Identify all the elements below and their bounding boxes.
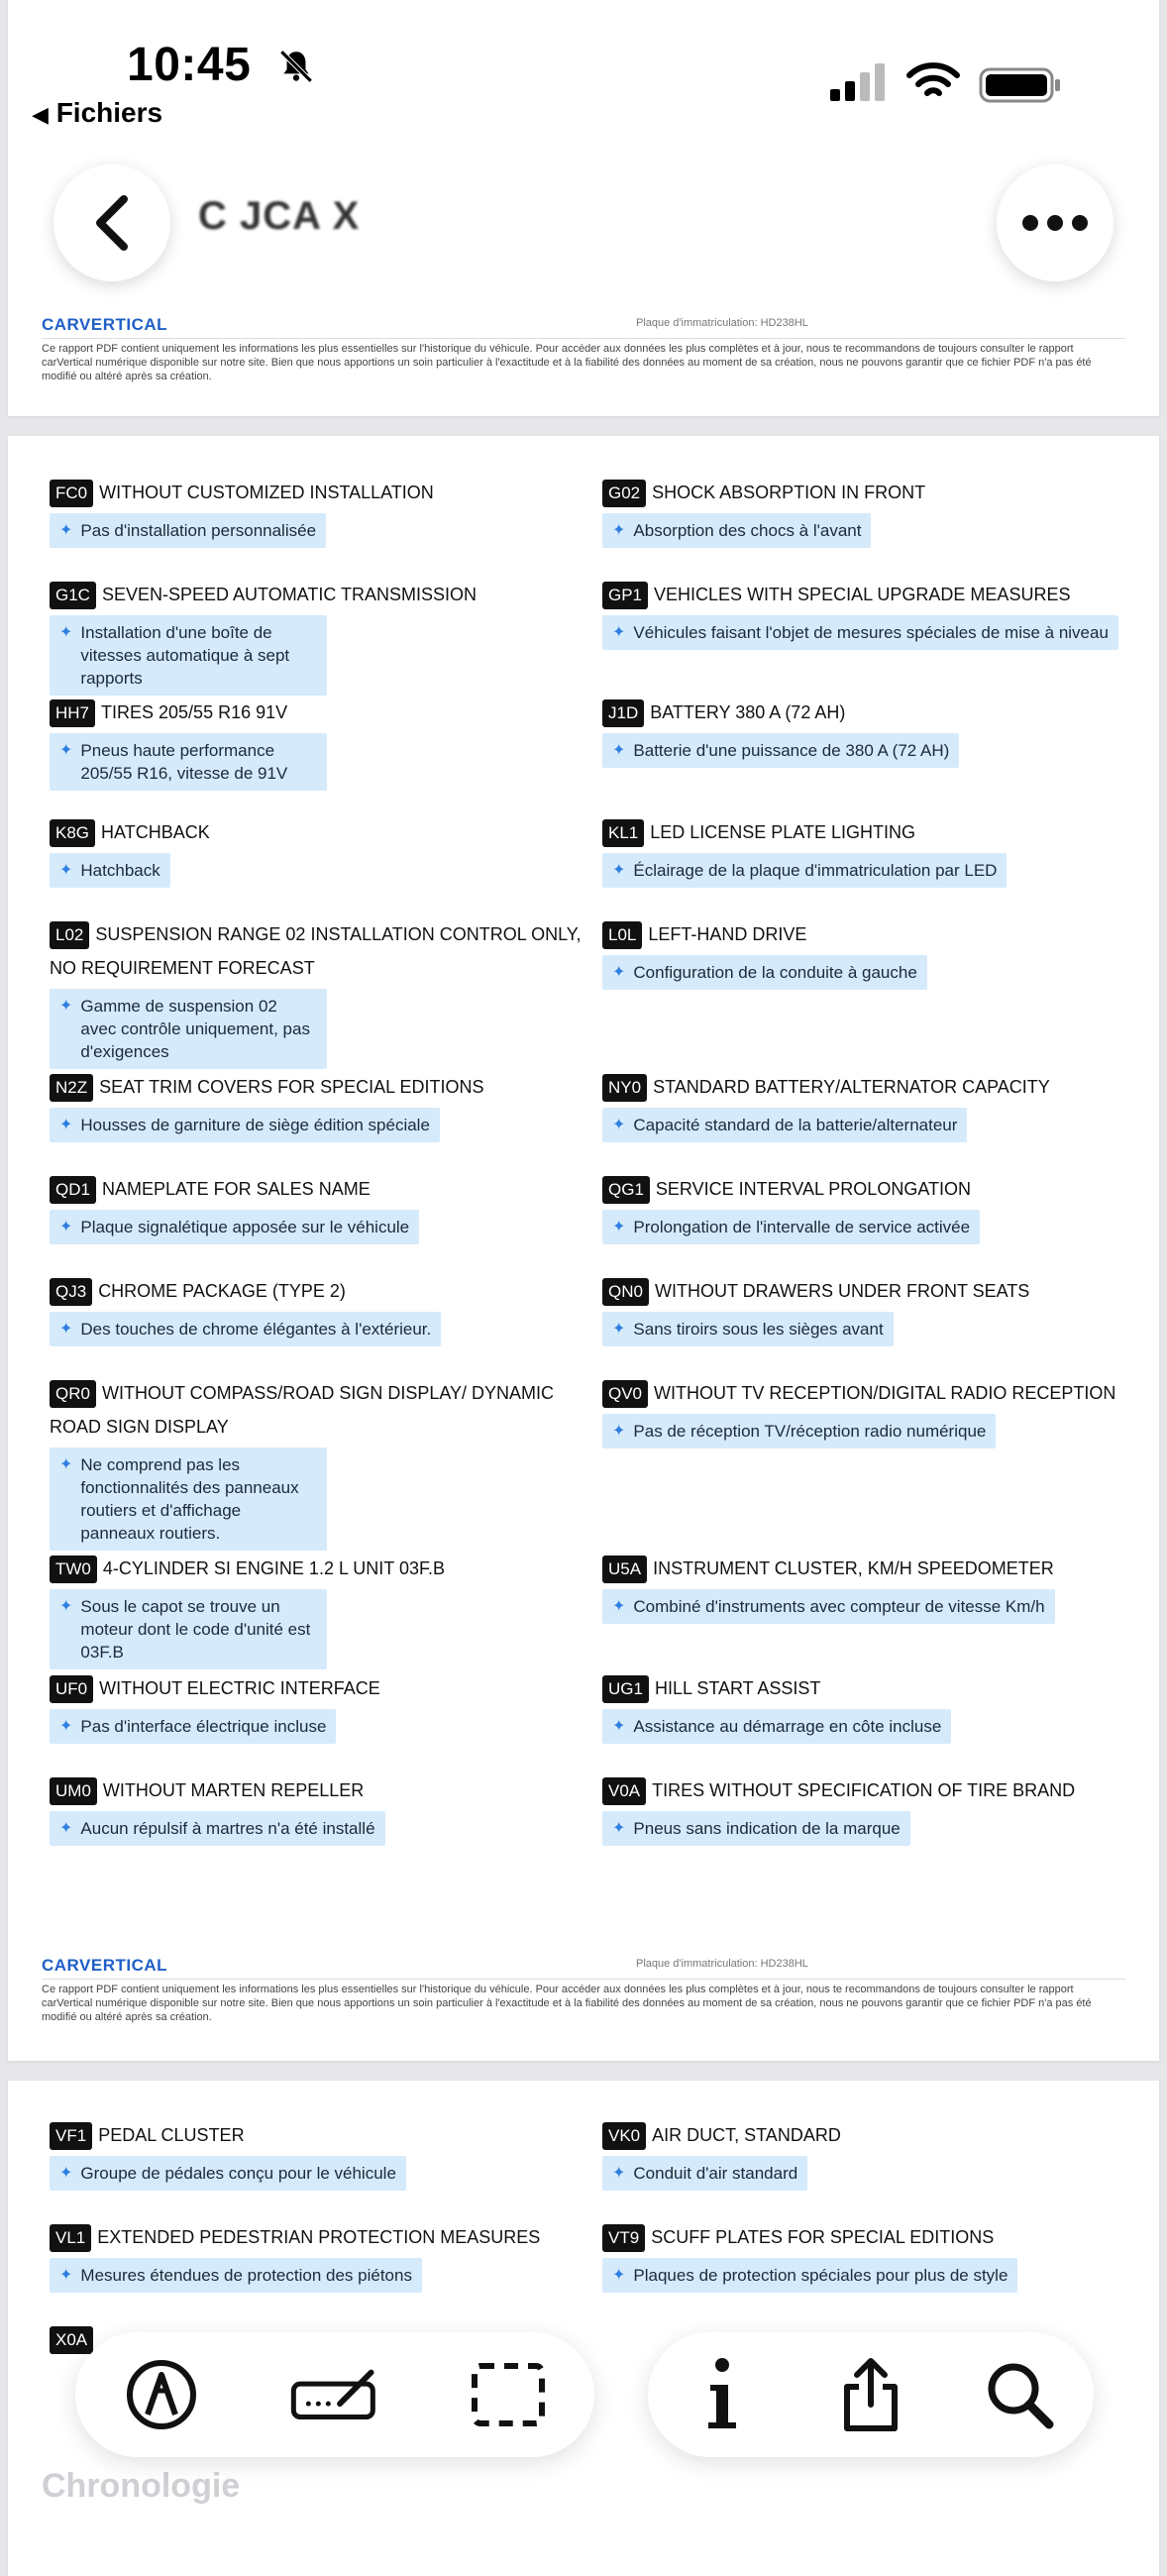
option-translation <box>50 2258 422 2293</box>
option-translation <box>50 1811 385 1846</box>
option-item <box>50 1671 584 1744</box>
option-title-text: WITHOUT CUSTOMIZED INSTALLATION <box>99 483 434 502</box>
cellular-signal-icon <box>828 61 888 103</box>
option-translation-text: Pas de réception TV/réception radio numérique <box>633 1422 987 1441</box>
info-button[interactable] <box>678 2350 767 2439</box>
ai-sparkle-icon: ✦ <box>612 2165 626 2182</box>
option-title-text: SCUFF PLATES FOR SPECIAL EDITIONS <box>651 2227 995 2247</box>
option-translation <box>50 853 170 888</box>
ai-sparkle-icon: ✦ <box>612 1718 626 1735</box>
option-translation <box>50 1448 327 1551</box>
option-translation-text: Éclairage de la plaque d'immatriculation par LED <box>633 861 998 880</box>
option-title-text: TIRES WITHOUT SPECIFICATION OF TIRE BRAND <box>652 1780 1076 1800</box>
disclaimer-text: Ce rapport PDF contient uniquement les informations les plus essentielles sur l'historique du véhicule. Pour accéder aux données les plus complètes et à jour, nous te recommandons de toujours consulter le rapport carVertical numérique disponible sur notre site. Bien que nous apportions un soin particulier à l'exactitude et à la fiabilité des données au moment de sa création, nous ne pouvons garantir que ce fichier PDF n'a pas été modifié ou altéré après sa création. <box>42 1979 1125 2024</box>
option-translation <box>602 853 1007 888</box>
option-item <box>602 1172 1137 1244</box>
ai-sparkle-icon: ✦ <box>59 862 73 879</box>
option-item <box>50 815 584 888</box>
search-button[interactable] <box>975 2350 1064 2439</box>
option-title-text: HATCHBACK <box>101 822 210 842</box>
option-title-text: SUSPENSION RANGE 02 INSTALLATION CONTROL ONLY, NO REQUIREMENT FORECAST <box>50 924 582 978</box>
option-title-text: STANDARD BATTERY/ALTERNATOR CAPACITY <box>653 1077 1050 1097</box>
option-title <box>50 1671 584 1705</box>
option-title-text: NAMEPLATE FOR SALES NAME <box>101 1179 371 1199</box>
option-item <box>602 1671 1137 1744</box>
option-translation-text: Combiné d'instruments avec compteur de vitesse Km/h <box>633 1597 1045 1616</box>
option-item <box>50 1773 584 1846</box>
ai-sparkle-icon: ✦ <box>59 2267 73 2284</box>
wifi-icon <box>905 61 961 103</box>
option-translation <box>602 1811 910 1846</box>
ai-sparkle-icon: ✦ <box>59 1598 73 1615</box>
option-code-badge: UM0 <box>50 1777 97 1805</box>
option-code-badge: L0L <box>602 921 642 949</box>
option-translation <box>50 513 326 548</box>
option-translation-text: Des touches de chrome élégantes à l'extérieur. <box>80 1320 432 1339</box>
option-title <box>50 578 584 611</box>
option-translation <box>50 1108 440 1142</box>
option-translation-text: Prolongation de l'intervalle de service activée <box>633 1218 971 1236</box>
page-footer <box>42 1956 1125 2024</box>
option-translation <box>602 1210 980 1244</box>
option-translation <box>602 1414 996 1449</box>
option-title <box>602 917 1137 951</box>
pdf-page-main <box>8 436 1159 2061</box>
option-item <box>602 2220 1137 2293</box>
disclaimer-text: Ce rapport PDF contient uniquement les informations les plus essentielles sur l'historique du véhicule. Pour accéder aux données les plus complètes et à jour, nous te recommandons de toujours consulter le rapport carVertical numérique disponible sur notre site. Bien que nous apportions un soin particulier à l'exactitude et à la fiabilité des données au moment de sa création, nous ne pouvons garantir que ce fichier PDF n'a pas été modifié ou altéré après sa création. <box>42 338 1125 383</box>
option-item <box>602 1070 1137 1142</box>
option-title <box>602 2118 1137 2152</box>
section-heading-chronologie: Chronologie <box>42 2467 241 2505</box>
option-title-text: SEAT TRIM COVERS FOR SPECIAL EDITIONS <box>99 1077 484 1097</box>
option-translation-text: Aucun répulsif à martres n'a été installé <box>80 1819 375 1838</box>
option-code-badge: QN0 <box>602 1278 649 1306</box>
selection-button[interactable] <box>464 2350 553 2439</box>
option-item <box>602 815 1137 888</box>
ai-sparkle-icon: ✦ <box>59 998 73 1015</box>
option-title <box>50 1376 584 1444</box>
page-footer <box>42 315 1125 383</box>
back-button[interactable] <box>53 164 170 281</box>
ai-sparkle-icon: ✦ <box>59 522 73 539</box>
option-item <box>50 1376 584 1551</box>
more-options-button[interactable] <box>997 164 1114 281</box>
option-translation-text: Hatchback <box>80 861 160 880</box>
ai-sparkle-icon: ✦ <box>612 862 626 879</box>
option-translation-text: Gamme de suspension 02 avec contrôle uniquement, pas d'exigences <box>80 997 310 1061</box>
ai-sparkle-icon: ✦ <box>612 1598 626 1615</box>
document-title: C JCA X <box>198 194 361 238</box>
option-code-badge: X0A <box>50 2326 93 2354</box>
status-bar <box>0 0 1167 149</box>
option-item <box>602 1552 1137 1624</box>
ai-sparkle-icon: ✦ <box>59 624 73 641</box>
option-code-badge: VT9 <box>602 2224 645 2252</box>
option-translation-text: Pas d'interface électrique incluse <box>80 1717 327 1736</box>
option-code-badge: UG1 <box>602 1675 649 1703</box>
option-translation-text: Plaques de protection spéciales pour plus de style <box>633 2266 1008 2285</box>
option-translation <box>602 1589 1055 1624</box>
option-item <box>50 1552 584 1669</box>
option-code-badge: VL1 <box>50 2224 91 2252</box>
option-translation-text: Assistance au démarrage en côte incluse <box>633 1717 942 1736</box>
option-translation <box>602 1108 967 1142</box>
markup-button[interactable] <box>117 2350 206 2439</box>
option-code-badge: VK0 <box>602 2122 646 2150</box>
ellipsis-icon <box>1020 213 1090 233</box>
option-item <box>50 1172 584 1244</box>
option-translation-text: Batterie d'une puissance de 380 A (72 AH) <box>633 741 950 760</box>
option-translation-text: Sans tiroirs sous les sièges avant <box>633 1320 884 1339</box>
option-translation <box>50 615 327 696</box>
option-code-badge: QR0 <box>50 1380 96 1408</box>
option-item <box>50 1274 584 1346</box>
option-translation <box>50 1210 419 1244</box>
option-title-text: WITHOUT COMPASS/ROAD SIGN DISPLAY/ DYNAMIC ROAD SIGN DISPLAY <box>50 1383 555 1437</box>
ai-sparkle-icon: ✦ <box>59 1718 73 1735</box>
option-translation-text: Absorption des chocs à l'avant <box>633 521 862 540</box>
option-title-text: LED LICENSE PLATE LIGHTING <box>650 822 915 842</box>
option-code-badge: G02 <box>602 480 646 507</box>
option-translation <box>602 955 927 990</box>
option-translation <box>50 989 327 1069</box>
option-title <box>50 696 584 729</box>
option-code-badge: J1D <box>602 699 644 727</box>
option-translation <box>50 1589 327 1669</box>
option-title-text: WITHOUT DRAWERS UNDER FRONT SEATS <box>654 1281 1030 1301</box>
option-translation-text: Sous le capot se trouve un moteur dont le code d'unité est 03F.B <box>80 1597 311 1662</box>
option-title-text: SHOCK ABSORPTION IN FRONT <box>652 483 926 502</box>
option-translation <box>50 733 327 791</box>
plate-label: Plaque d'immatriculation: HD238HL <box>636 1958 808 1970</box>
option-code-badge: QV0 <box>602 1380 648 1408</box>
option-title <box>50 2118 584 2152</box>
option-item <box>602 1773 1137 1846</box>
option-title <box>602 815 1137 849</box>
option-translation <box>602 733 959 768</box>
ai-sparkle-icon: ✦ <box>612 1820 626 1837</box>
option-item <box>50 476 584 548</box>
option-translation-text: Groupe de pédales conçu pour le véhicule <box>80 2164 396 2183</box>
option-title-text: SEVEN-SPEED AUTOMATIC TRANSMISSION <box>101 585 477 604</box>
ai-sparkle-icon: ✦ <box>612 1219 626 1235</box>
option-title-text: TIRES 205/55 R16 91V <box>101 702 288 722</box>
option-title <box>602 2220 1137 2254</box>
option-item <box>602 917 1137 990</box>
option-translation <box>602 615 1118 650</box>
markup-toolbar <box>75 2332 594 2457</box>
option-title-text: VEHICLES WITH SPECIAL UPGRADE MEASURES <box>654 585 1071 604</box>
option-translation <box>602 2156 807 2191</box>
option-title-text: AIR DUCT, STANDARD <box>652 2125 841 2145</box>
option-code-badge: KL1 <box>602 819 644 847</box>
option-title-text: HILL START ASSIST <box>654 1678 821 1698</box>
ai-sparkle-icon: ✦ <box>59 1820 73 1837</box>
option-item <box>602 1274 1137 1346</box>
option-item <box>602 2118 1137 2191</box>
option-title-text: EXTENDED PEDESTRIAN PROTECTION MEASURES <box>97 2227 541 2247</box>
chevron-left-icon <box>92 193 132 253</box>
option-title <box>50 1773 584 1807</box>
back-triangle-icon: ◀ <box>32 102 49 127</box>
option-translation-text: Plaque signalétique apposée sur le véhicule <box>80 1218 410 1236</box>
option-translation <box>602 1312 894 1346</box>
option-code-badge: QD1 <box>50 1176 96 1204</box>
plate-label: Plaque d'immatriculation: HD238HL <box>636 317 808 329</box>
signature-icon <box>290 2360 379 2429</box>
option-translation-text: Ne comprend pas les fonctionnalités des panneaux routiers et d'affichage panneaux routiers. <box>80 1455 299 1543</box>
option-title <box>602 476 1137 509</box>
option-translation-text: Mesures étendues de protection des piétons <box>80 2266 412 2285</box>
option-title <box>602 1552 1137 1585</box>
option-code-badge: V0A <box>602 1777 646 1805</box>
option-title-text: 4-CYLINDER SI ENGINE 1.2 L UNIT 03F.B <box>102 1558 446 1578</box>
selection-icon <box>469 2360 548 2429</box>
option-code-badge: QG1 <box>602 1176 650 1204</box>
option-title <box>602 1376 1137 1410</box>
option-translation <box>50 1709 336 1744</box>
option-title <box>50 917 584 985</box>
option-translation-text: Conduit d'air standard <box>633 2164 798 2183</box>
option-title <box>602 1172 1137 1206</box>
option-title <box>602 1671 1137 1705</box>
option-title <box>50 1552 584 1585</box>
battery-icon <box>979 65 1062 105</box>
option-code-badge: L02 <box>50 921 89 949</box>
ai-sparkle-icon: ✦ <box>612 522 626 539</box>
option-title-text: WITHOUT TV RECEPTION/DIGITAL RADIO RECEPTION <box>654 1383 1116 1403</box>
option-title <box>50 1070 584 1104</box>
option-code-badge: U5A <box>602 1556 647 1583</box>
option-translation-text: Capacité standard de la batterie/alternateur <box>633 1116 958 1134</box>
ai-sparkle-icon: ✦ <box>59 1117 73 1133</box>
option-title <box>602 1070 1137 1104</box>
ai-sparkle-icon: ✦ <box>59 1456 73 1473</box>
option-title-text: WITHOUT MARTEN REPELLER <box>102 1780 365 1800</box>
option-title <box>602 696 1137 729</box>
option-title <box>602 1773 1137 1807</box>
option-item <box>50 578 584 696</box>
option-translation-text: Installation d'une boîte de vitesses automatique à sept rapports <box>80 623 290 688</box>
option-translation-text: Pneus haute performance 205/55 R16, vitesse de 91V <box>80 741 288 783</box>
ai-sparkle-icon: ✦ <box>612 1117 626 1133</box>
share-icon <box>839 2355 902 2434</box>
option-code-badge: UF0 <box>50 1675 93 1703</box>
option-translation-text: Pneus sans indication de la marque <box>633 1819 901 1838</box>
option-code-badge: GP1 <box>602 582 648 609</box>
ai-sparkle-icon: ✦ <box>612 624 626 641</box>
ai-sparkle-icon: ✦ <box>612 964 626 981</box>
action-toolbar <box>648 2332 1094 2457</box>
back-app-label: Fichiers <box>55 97 163 128</box>
option-title-text: CHROME PACKAGE (TYPE 2) <box>98 1281 346 1301</box>
option-item <box>602 1376 1137 1449</box>
option-code-badge: VF1 <box>50 2122 92 2150</box>
option-title-text: BATTERY 380 A (72 AH) <box>650 702 846 722</box>
option-item <box>602 476 1137 548</box>
option-translation-text: Pas d'installation personnalisée <box>80 521 317 540</box>
option-code-badge: N2Z <box>50 1074 93 1102</box>
option-translation-text: Configuration de la conduite à gauche <box>633 963 917 982</box>
option-item <box>50 1070 584 1142</box>
status-time: 10:45 <box>127 39 252 91</box>
option-title-text: WITHOUT ELECTRIC INTERFACE <box>99 1678 380 1698</box>
ai-sparkle-icon: ✦ <box>612 1423 626 1440</box>
carvertical-logo: CARVERTICAL <box>42 1956 168 1975</box>
option-translation <box>50 2156 406 2191</box>
option-title <box>50 1172 584 1206</box>
option-code-badge: NY0 <box>602 1074 647 1102</box>
search-icon <box>984 2359 1055 2430</box>
signature-button[interactable] <box>290 2350 379 2439</box>
option-title-text: LEFT-HAND DRIVE <box>648 924 807 944</box>
option-item <box>602 696 1137 768</box>
back-to-app-link[interactable] <box>32 97 162 129</box>
option-translation-text: Véhicules faisant l'objet de mesures spéciales de mise à niveau <box>633 623 1109 642</box>
option-item <box>50 917 584 1069</box>
carvertical-logo: CARVERTICAL <box>42 315 168 334</box>
option-item <box>50 2220 584 2293</box>
markup-pen-icon <box>124 2357 199 2432</box>
option-translation <box>602 2258 1017 2293</box>
option-translation <box>50 1312 441 1346</box>
option-item <box>50 696 584 791</box>
silent-bell-icon <box>275 46 317 87</box>
ai-sparkle-icon: ✦ <box>59 742 73 759</box>
option-code-badge: G1C <box>50 582 96 609</box>
ai-sparkle-icon: ✦ <box>612 1321 626 1338</box>
option-code-badge: FC0 <box>50 480 93 507</box>
option-title <box>602 1274 1137 1308</box>
option-translation <box>602 1709 951 1744</box>
option-title-text: PEDAL CLUSTER <box>98 2125 245 2145</box>
option-title <box>50 815 584 849</box>
option-translation <box>602 513 871 548</box>
ai-sparkle-icon: ✦ <box>59 1321 73 1338</box>
option-code-badge: HH7 <box>50 699 95 727</box>
option-code-badge: TW0 <box>50 1556 97 1583</box>
option-title <box>50 1274 584 1308</box>
ai-sparkle-icon: ✦ <box>612 2267 626 2284</box>
option-title-text: SERVICE INTERVAL PROLONGATION <box>655 1179 971 1199</box>
option-code-badge: QJ3 <box>50 1278 92 1306</box>
option-item <box>50 2118 584 2191</box>
option-title <box>602 578 1137 611</box>
option-code-badge: K8G <box>50 819 95 847</box>
option-title <box>50 2220 584 2254</box>
info-icon <box>702 2357 742 2432</box>
option-item <box>602 578 1137 650</box>
ai-sparkle-icon: ✦ <box>59 2165 73 2182</box>
share-button[interactable] <box>826 2350 915 2439</box>
option-title <box>50 476 584 509</box>
option-title-text: INSTRUMENT CLUSTER, KM/H SPEEDOMETER <box>653 1558 1054 1578</box>
option-translation-text: Housses de garniture de siège édition spéciale <box>80 1116 430 1134</box>
ai-sparkle-icon: ✦ <box>59 1219 73 1235</box>
ai-sparkle-icon: ✦ <box>612 742 626 759</box>
